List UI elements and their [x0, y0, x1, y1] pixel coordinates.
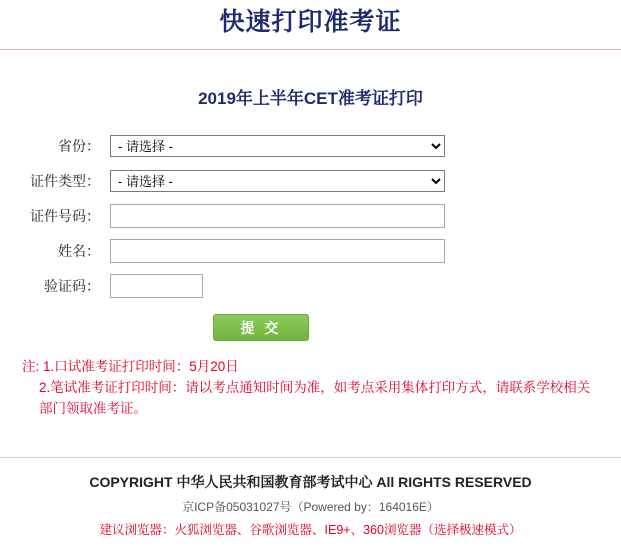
- note-line-2: 2.笔试准考证打印时间：请以考点通知时间为准，如考点采用集体打印方式，请联系学校相关部门领取准考证。: [39, 379, 591, 416]
- page-header: [0, 0, 621, 50]
- submit-button[interactable]: 提 交: [213, 314, 309, 341]
- note-line-1: 注: 1.口试准考证打印时间：5月20日: [22, 359, 239, 374]
- form-row-captcha: [0, 273, 621, 299]
- main-content: [0, 50, 621, 420]
- submit-row: [0, 314, 621, 341]
- form-title: 2019年上半年CET准考证打印: [198, 89, 423, 108]
- footer-browsers: 建议浏览器：火狐浏览器、谷歌浏览器、IE9+、360浏览器（选择极速模式）: [99, 523, 522, 537]
- name-label: 姓名：: [58, 243, 100, 259]
- form-row-name: [0, 238, 621, 264]
- captcha-input[interactable]: [110, 274, 203, 298]
- province-select[interactable]: [110, 135, 445, 157]
- name-input[interactable]: [110, 239, 445, 263]
- ticket-print-form: [0, 133, 621, 299]
- id-type-select[interactable]: [110, 170, 445, 192]
- id-type-label: 证件类型：: [30, 173, 100, 189]
- form-row-id-type: [0, 168, 621, 194]
- page-footer: [0, 457, 621, 538]
- province-label: 省份：: [58, 138, 100, 154]
- page-title: 快速打印准考证: [219, 8, 402, 36]
- id-number-input[interactable]: [110, 204, 445, 228]
- form-row-province: [0, 133, 621, 159]
- form-row-id-number: [0, 203, 621, 229]
- captcha-label: 验证码：: [44, 278, 100, 294]
- footer-copyright: COPYRIGHT 中华人民共和国教育部考试中心 All RIGHTS RESERVED: [89, 474, 532, 490]
- notes-block: [0, 357, 621, 420]
- footer-icp: 京ICP备05031027号（Powered by：164016E）: [182, 500, 439, 514]
- id-number-label: 证件号码：: [30, 208, 100, 224]
